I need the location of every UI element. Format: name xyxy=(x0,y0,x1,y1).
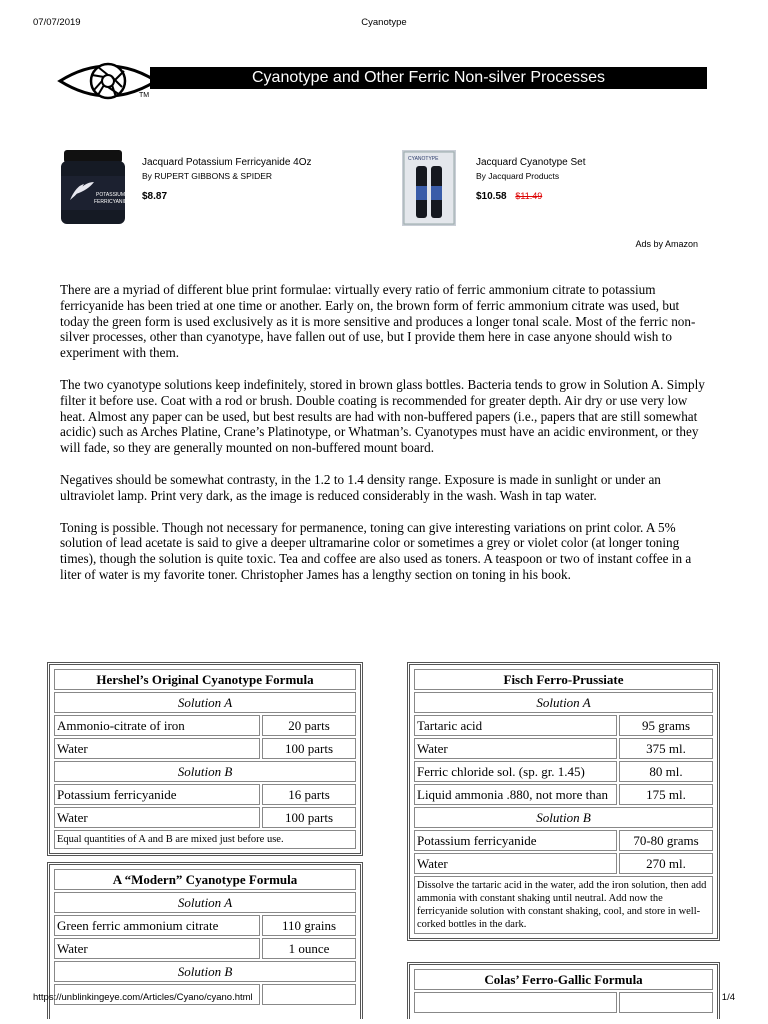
ingredient-cell: Water xyxy=(54,938,260,959)
ads-by-amazon-link[interactable]: Ads by Amazon xyxy=(635,239,698,249)
table-row xyxy=(54,738,356,759)
quantity-cell: 110 grains xyxy=(262,915,356,936)
ingredient-cell: Potassium ferricyanide xyxy=(414,830,617,851)
fisch-formula-table xyxy=(407,662,720,941)
table-row xyxy=(414,853,713,874)
svg-text:POTASSIUM: POTASSIUM xyxy=(96,192,126,198)
article-body xyxy=(60,282,710,599)
solution-header: Solution B xyxy=(414,807,713,828)
table-note: Equal quantities of A and B are mixed just before use. xyxy=(54,830,356,849)
colas-formula-table xyxy=(407,962,720,1019)
table-title: A “Modern” Cyanotype Formula xyxy=(54,869,356,890)
quantity-cell: 20 parts xyxy=(262,715,356,736)
product-old-price: $11.49 xyxy=(515,191,543,201)
product-price: $10.58 xyxy=(476,191,507,202)
table-title: Colas’ Ferro-Gallic Formula xyxy=(414,969,713,990)
paragraph: There are a myriad of different blue print formulae: virtually every ratio of ferric ammonium citrate to potassium ferricyanide has been tried at one time or another. Early on, the brown form of ferric ammonium citrate was used, but today the green form is used exclusively as it is more sensitive and produces a longer tonal scale. Most of the ferric non-silver processes, other than cyanotype, have fallen out of use, but I provide them here in case anyone should wish to experiment with them. xyxy=(60,282,696,361)
quantity-cell: 175 ml. xyxy=(619,784,713,805)
table-note: Dissolve the tartaric acid in the water, add the iron solution, then add ammonia with constant shaking until neutral. Add now the ferricyanide solution with constant shaking, cool, and store in well-corked bottles in the dark. xyxy=(414,876,713,934)
product-name[interactable]: Jacquard Potassium Ferricyanide 4Oz xyxy=(142,157,312,168)
product-name[interactable]: Jacquard Cyanotype Set xyxy=(476,157,586,168)
table-row xyxy=(414,830,713,851)
product-set-image[interactable] xyxy=(402,150,456,231)
table-row xyxy=(54,938,356,959)
table-row xyxy=(414,761,713,782)
ingredient-cell: Ammonio-citrate of iron xyxy=(54,715,260,736)
trademark-mark: TM xyxy=(139,92,150,99)
site-banner-title: Cyanotype and Other Ferric Non-silver Processes xyxy=(150,67,707,89)
ingredient-cell: Water xyxy=(414,853,617,874)
solution-header: Solution A xyxy=(414,692,713,713)
print-date: 07/07/2019 xyxy=(33,17,81,28)
print-header xyxy=(33,17,735,29)
paragraph: Negatives should be somewhat contrasty, in the 1.2 to 1.4 density range. Exposure is made in sunlight or under an ultraviolet lamp. Print very dark, as the image is reduced considerably in the wash. Wash in tap water. xyxy=(60,471,661,503)
svg-text:CYANOTYPE: CYANOTYPE xyxy=(408,156,439,162)
ingredient-cell: Water xyxy=(414,738,617,759)
ingredient-cell: Liquid ammonia .880, not more than xyxy=(414,784,617,805)
product-seller: By RUPERT GIBBONS & SPIDER xyxy=(142,171,273,181)
table-row xyxy=(54,784,356,805)
solution-header: Solution A xyxy=(54,692,356,713)
table-row xyxy=(414,784,713,805)
ad-item[interactable] xyxy=(402,150,702,228)
svg-text:FERRICYANIDE: FERRICYANIDE xyxy=(94,199,131,205)
quantity-cell: 100 parts xyxy=(262,738,356,759)
product-seller: By Jacquard Products xyxy=(476,171,560,181)
table-row xyxy=(414,715,713,736)
print-title: Cyanotype xyxy=(361,17,407,28)
table-row xyxy=(54,807,356,828)
hershel-formula-table xyxy=(47,662,363,856)
ingredient-cell: Potassium ferricyanide xyxy=(54,784,260,805)
print-footer xyxy=(33,992,735,1004)
table-title: Fisch Ferro-Prussiate xyxy=(414,669,713,690)
quantity-cell: 1 ounce xyxy=(262,938,356,959)
table-title: Hershel’s Original Cyanotype Formula xyxy=(54,669,356,690)
product-jar-image[interactable] xyxy=(60,150,131,231)
page-url: https://unblinkingeye.com/Articles/Cyano/cyano.html xyxy=(33,992,253,1003)
quantity-cell: 95 grams xyxy=(619,715,713,736)
quantity-cell: 270 ml. xyxy=(619,853,713,874)
ingredient-cell: Ferric chloride sol. (sp. gr. 1.45) xyxy=(414,761,617,782)
solution-header: Solution B xyxy=(54,761,356,782)
paragraph: Toning is possible. Though not necessary for permanence, toning can give interesting variations on print color. A 5% solution of lead acetate is said to give a deeper ultramarine color or sometimes a grey or violet color (at longer toning times), though the solution is quite toxic. Tea and coffee are also used as toners. A teaspoon or two of instant coffee in a liter of water is my favorite toner. Christopher James has a lengthy section on toning in his book. xyxy=(60,519,692,582)
table-row xyxy=(54,915,356,936)
solution-header: Solution A xyxy=(54,892,356,913)
table-row xyxy=(414,738,713,759)
table-row xyxy=(54,715,356,736)
quantity-cell: 375 ml. xyxy=(619,738,713,759)
quantity-cell: 16 parts xyxy=(262,784,356,805)
ad-item[interactable] xyxy=(60,150,360,228)
ingredient-cell: Tartaric acid xyxy=(414,715,617,736)
quantity-cell: 80 ml. xyxy=(619,761,713,782)
product-price: $8.87 xyxy=(142,191,168,202)
solution-header: Solution B xyxy=(54,961,356,982)
page-number: 1/4 xyxy=(721,992,735,1003)
paragraph: The two cyanotype solutions keep indefinitely, stored in brown glass bottles. Bacteria tends to grow in Solution A. Simply filter it before use. Coat with a rod or brush. Double coating is recommended for greater depth. Air dry or use very low heat. Almost any paper can be used, but best results are had with non-buffered papers (i.e., papers that are still somewhat acidic) such as Arches Platine, Crane’s Platinotype, or Whatman’s. Cyanotypes must have an acidic environment, or they will fade, so they are generally mounted on non-buffered mount board. xyxy=(60,376,705,456)
quantity-cell: 100 parts xyxy=(262,807,356,828)
ingredient-cell: Green ferric ammonium citrate xyxy=(54,915,260,936)
ingredient-cell: Water xyxy=(54,738,260,759)
ingredient-cell: Water xyxy=(54,807,260,828)
quantity-cell: 70-80 grams xyxy=(619,830,713,851)
